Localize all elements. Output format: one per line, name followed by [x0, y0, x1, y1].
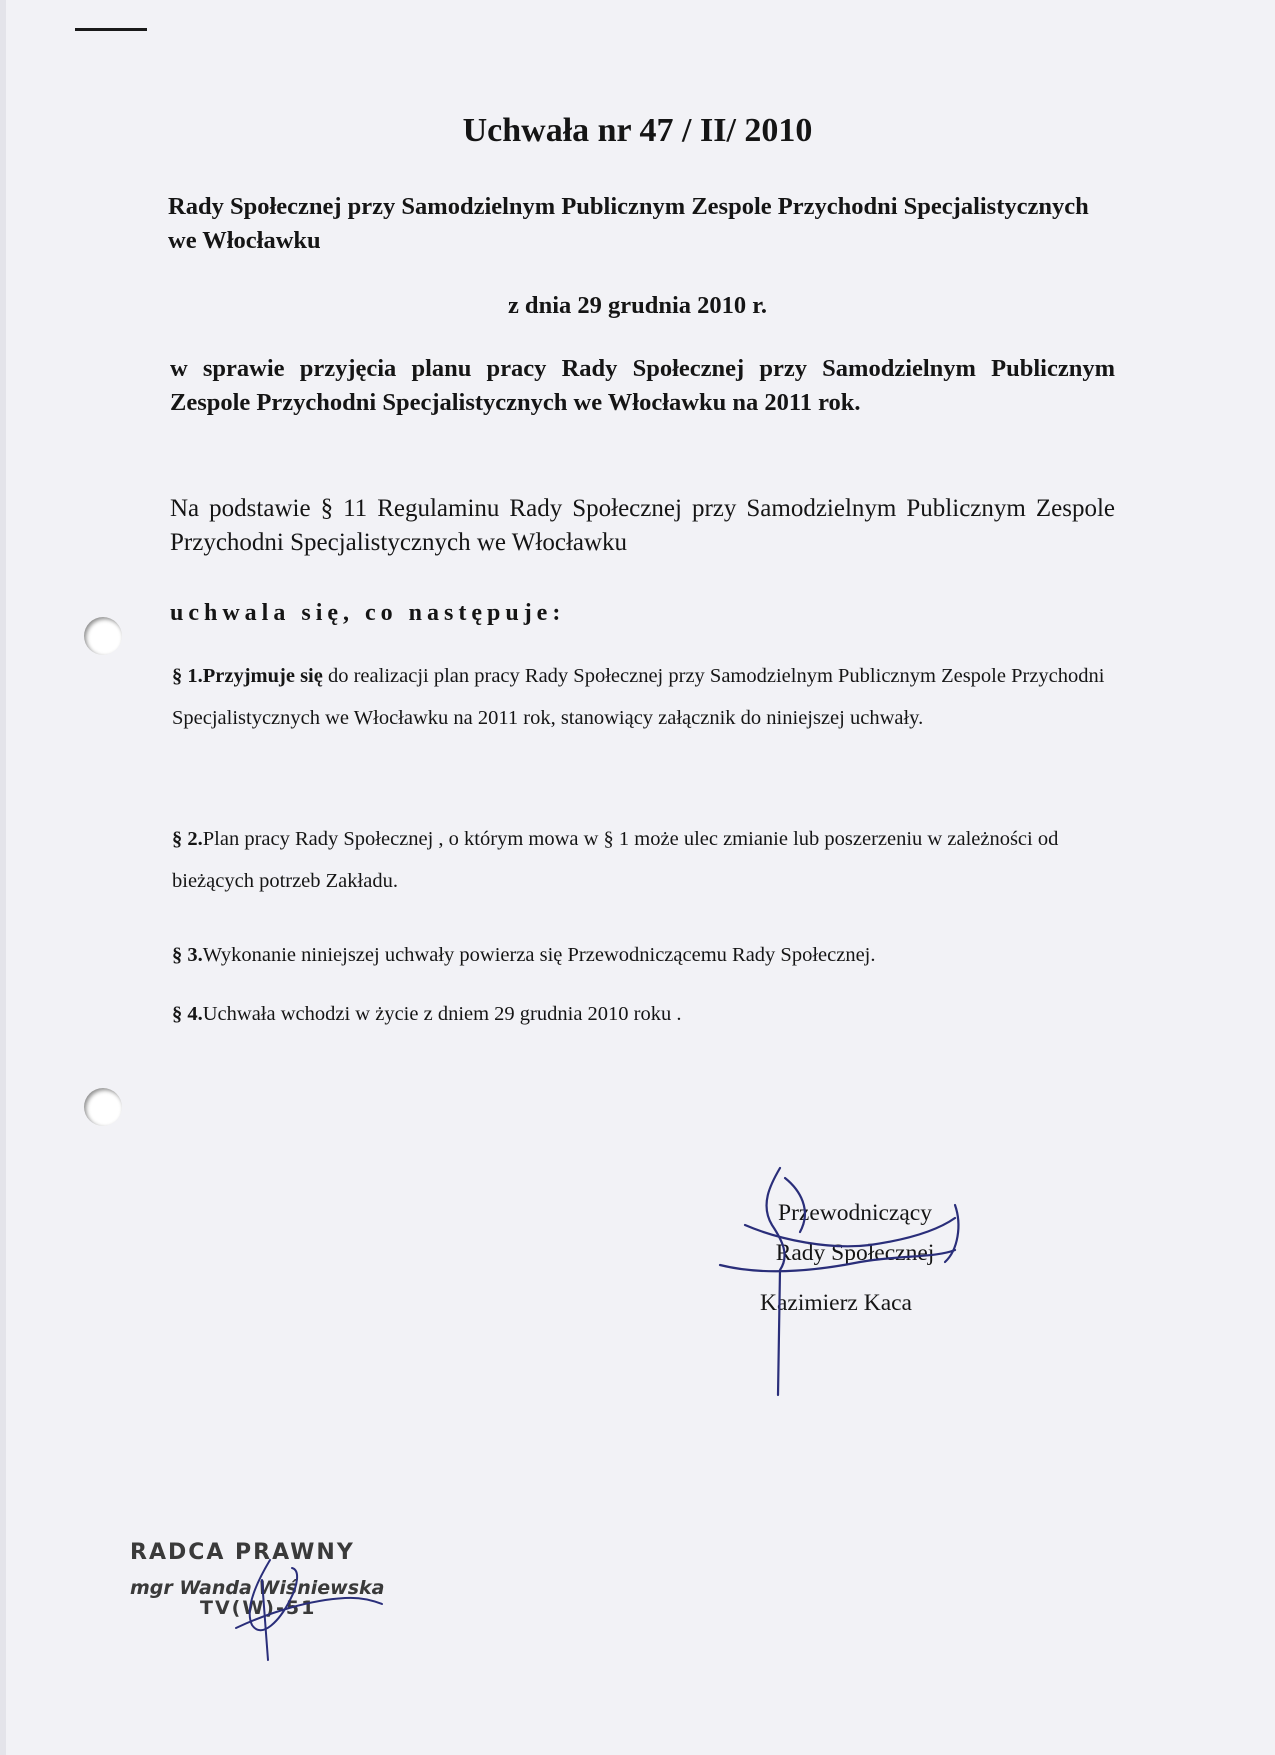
resolution-title: Uchwała nr 47 / II/ 2010: [462, 112, 813, 149]
legal-basis: Na podstawie § 11 Regulaminu Rady Społecznej przy Samodzielnym Publicznym Zespole Przychodni Specjalistycznych we Włocławku: [170, 495, 1115, 556]
legal-advisor-signature: [236, 1560, 382, 1660]
stamp-line-name: mgr Wanda Wiśniewska: [130, 1577, 385, 1599]
resolution-subject: w sprawie przyjęcia planu pracy Rady Społecznej przy Samodzielnym Publicznym Zespole Przychodni Specjalistycznych we Włocławku na 2011 rok.: [170, 355, 1115, 416]
signatory-name: Kazimierz Kaca: [760, 1290, 912, 1316]
issuer-heading: Rady Społecznej przy Samodzielnym Publicznym Zespole Przychodni Specjalistycznych we Włocławku: [168, 193, 1089, 254]
paragraph-2-label: § 2.: [172, 828, 203, 850]
paragraph-1-lead: Przyjmuje się: [202, 665, 323, 687]
paragraph-3-text: Wykonanie niniejszej uchwały powierza się Przewodniczącemu Rady Społecznej.: [202, 944, 876, 966]
signature-role-line1: Przewodniczący: [778, 1200, 932, 1226]
chairman-signature: [720, 1168, 958, 1395]
stamp-line-title: RADCA PRAWNY: [130, 1540, 355, 1565]
paragraph-1-text: do realizacji plan pracy Rady Społecznej przy Samodzielnym Publicznym Zespole Przychodni Specjalistycznych we Włocławku na 2011 rok, stanowiący załącznik do niniejszej uchwały.: [172, 665, 1105, 729]
paragraph-3-label: § 3.: [172, 944, 203, 966]
resolution-date: z dnia 29 grudnia 2010 r.: [507, 292, 768, 319]
paragraph-4-label: § 4.: [172, 1003, 203, 1025]
paragraph-2-text: Plan pracy Rady Społecznej , o którym mowa w § 1 może ulec zmianie lub poszerzeniu w zależności od bieżących potrzeb Zakładu.: [172, 828, 1059, 892]
paragraph-4-text: Uchwała wchodzi w życie z dniem 29 grudnia 2010 roku .: [202, 1003, 682, 1025]
signature-role-line2: Rady Społecznej: [775, 1240, 935, 1266]
paragraph-1-label: § 1.: [172, 665, 203, 687]
resolves-heading: uchwala się, co następuje:: [170, 600, 566, 626]
stamp-line-number: TV(W)-51: [200, 1597, 317, 1619]
